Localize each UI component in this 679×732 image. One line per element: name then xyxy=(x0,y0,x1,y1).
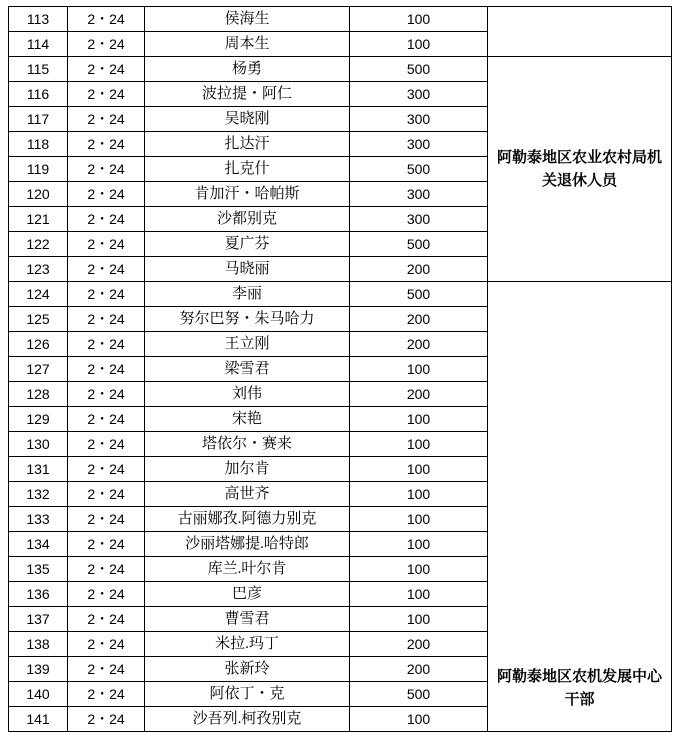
row-amount: 500 xyxy=(350,232,488,257)
row-amount: 200 xyxy=(350,307,488,332)
row-date: 2・24 xyxy=(68,332,145,357)
row-date: 2・24 xyxy=(68,7,145,32)
row-number: 118 xyxy=(9,132,68,157)
row-name: 夏广芬 xyxy=(145,232,350,257)
table-row xyxy=(9,57,672,82)
row-date: 2・24 xyxy=(68,607,145,632)
table-row xyxy=(9,282,672,307)
row-date: 2・24 xyxy=(68,582,145,607)
row-name: 扎克什 xyxy=(145,157,350,182)
row-name: 侯海生 xyxy=(145,7,350,32)
row-name: 波拉提・阿仁 xyxy=(145,82,350,107)
row-name: 吴晓刚 xyxy=(145,107,350,132)
row-name: 杨勇 xyxy=(145,57,350,82)
row-amount: 100 xyxy=(350,432,488,457)
row-date: 2・24 xyxy=(68,682,145,707)
row-number: 122 xyxy=(9,232,68,257)
donation-table xyxy=(8,6,672,732)
row-number: 123 xyxy=(9,257,68,282)
row-date: 2・24 xyxy=(68,382,145,407)
row-number: 128 xyxy=(9,382,68,407)
row-date: 2・24 xyxy=(68,532,145,557)
row-date: 2・24 xyxy=(68,132,145,157)
row-amount: 200 xyxy=(350,332,488,357)
row-number: 126 xyxy=(9,332,68,357)
row-amount: 200 xyxy=(350,632,488,657)
row-number: 132 xyxy=(9,482,68,507)
row-name: 王立刚 xyxy=(145,332,350,357)
row-name: 李丽 xyxy=(145,282,350,307)
row-amount: 100 xyxy=(350,482,488,507)
group-cell: 阿勒泰地区农机发展中心干部 xyxy=(488,282,672,732)
row-date: 2・24 xyxy=(68,357,145,382)
row-number: 141 xyxy=(9,707,68,732)
row-date: 2・24 xyxy=(68,107,145,132)
row-date: 2・24 xyxy=(68,257,145,282)
row-date: 2・24 xyxy=(68,432,145,457)
row-amount: 100 xyxy=(350,357,488,382)
row-date: 2・24 xyxy=(68,407,145,432)
row-number: 115 xyxy=(9,57,68,82)
row-amount: 100 xyxy=(350,707,488,732)
row-amount: 100 xyxy=(350,32,488,57)
row-number: 113 xyxy=(9,7,68,32)
row-amount: 100 xyxy=(350,507,488,532)
row-amount: 500 xyxy=(350,57,488,82)
row-amount: 300 xyxy=(350,82,488,107)
row-amount: 500 xyxy=(350,682,488,707)
row-name: 加尔肯 xyxy=(145,457,350,482)
row-date: 2・24 xyxy=(68,32,145,57)
row-number: 136 xyxy=(9,582,68,607)
row-name: 努尔巴努・朱马哈力 xyxy=(145,307,350,332)
row-name: 沙丽塔娜提.哈特郎 xyxy=(145,532,350,557)
row-number: 124 xyxy=(9,282,68,307)
row-amount: 100 xyxy=(350,532,488,557)
row-name: 张新玲 xyxy=(145,657,350,682)
row-date: 2・24 xyxy=(68,457,145,482)
group-cell xyxy=(488,7,672,57)
row-amount: 100 xyxy=(350,582,488,607)
row-number: 119 xyxy=(9,157,68,182)
row-number: 121 xyxy=(9,207,68,232)
row-name: 马晓丽 xyxy=(145,257,350,282)
row-date: 2・24 xyxy=(68,57,145,82)
row-amount: 200 xyxy=(350,382,488,407)
row-number: 117 xyxy=(9,107,68,132)
row-number: 131 xyxy=(9,457,68,482)
row-number: 129 xyxy=(9,407,68,432)
row-date: 2・24 xyxy=(68,182,145,207)
table-row xyxy=(9,7,672,32)
row-amount: 500 xyxy=(350,282,488,307)
row-number: 125 xyxy=(9,307,68,332)
row-amount: 100 xyxy=(350,457,488,482)
row-amount: 300 xyxy=(350,207,488,232)
row-name: 米拉.玛丁 xyxy=(145,632,350,657)
row-name: 扎达汗 xyxy=(145,132,350,157)
row-date: 2・24 xyxy=(68,207,145,232)
table-body xyxy=(9,7,672,732)
row-amount: 100 xyxy=(350,407,488,432)
row-date: 2・24 xyxy=(68,507,145,532)
row-number: 134 xyxy=(9,532,68,557)
row-date: 2・24 xyxy=(68,307,145,332)
row-amount: 300 xyxy=(350,182,488,207)
row-number: 116 xyxy=(9,82,68,107)
row-name: 巴彦 xyxy=(145,582,350,607)
row-amount: 500 xyxy=(350,157,488,182)
row-amount: 100 xyxy=(350,557,488,582)
row-amount: 200 xyxy=(350,257,488,282)
row-date: 2・24 xyxy=(68,157,145,182)
row-date: 2・24 xyxy=(68,557,145,582)
row-name: 沙吾列.柯孜别克 xyxy=(145,707,350,732)
row-number: 139 xyxy=(9,657,68,682)
row-number: 120 xyxy=(9,182,68,207)
row-name: 曹雪君 xyxy=(145,607,350,632)
row-name: 肯加汗・哈帕斯 xyxy=(145,182,350,207)
row-number: 127 xyxy=(9,357,68,382)
group-cell: 阿勒泰地区农业农村局机关退休人员 xyxy=(488,57,672,282)
row-name: 梁雪君 xyxy=(145,357,350,382)
row-number: 137 xyxy=(9,607,68,632)
row-number: 133 xyxy=(9,507,68,532)
row-number: 114 xyxy=(9,32,68,57)
row-amount: 100 xyxy=(350,607,488,632)
row-date: 2・24 xyxy=(68,232,145,257)
row-name: 阿依丁・克 xyxy=(145,682,350,707)
row-date: 2・24 xyxy=(68,282,145,307)
row-number: 140 xyxy=(9,682,68,707)
row-name: 周本生 xyxy=(145,32,350,57)
row-date: 2・24 xyxy=(68,82,145,107)
row-amount: 300 xyxy=(350,132,488,157)
row-number: 138 xyxy=(9,632,68,657)
row-amount: 100 xyxy=(350,7,488,32)
row-date: 2・24 xyxy=(68,632,145,657)
row-name: 高世齐 xyxy=(145,482,350,507)
row-date: 2・24 xyxy=(68,657,145,682)
row-number: 135 xyxy=(9,557,68,582)
row-date: 2・24 xyxy=(68,707,145,732)
row-name: 古丽娜孜.阿德力别克 xyxy=(145,507,350,532)
row-amount: 200 xyxy=(350,657,488,682)
row-name: 库兰.叶尔肯 xyxy=(145,557,350,582)
row-name: 沙都别克 xyxy=(145,207,350,232)
row-name: 宋艳 xyxy=(145,407,350,432)
row-date: 2・24 xyxy=(68,482,145,507)
row-name: 刘伟 xyxy=(145,382,350,407)
row-name: 塔依尔・赛来 xyxy=(145,432,350,457)
row-amount: 300 xyxy=(350,107,488,132)
row-number: 130 xyxy=(9,432,68,457)
